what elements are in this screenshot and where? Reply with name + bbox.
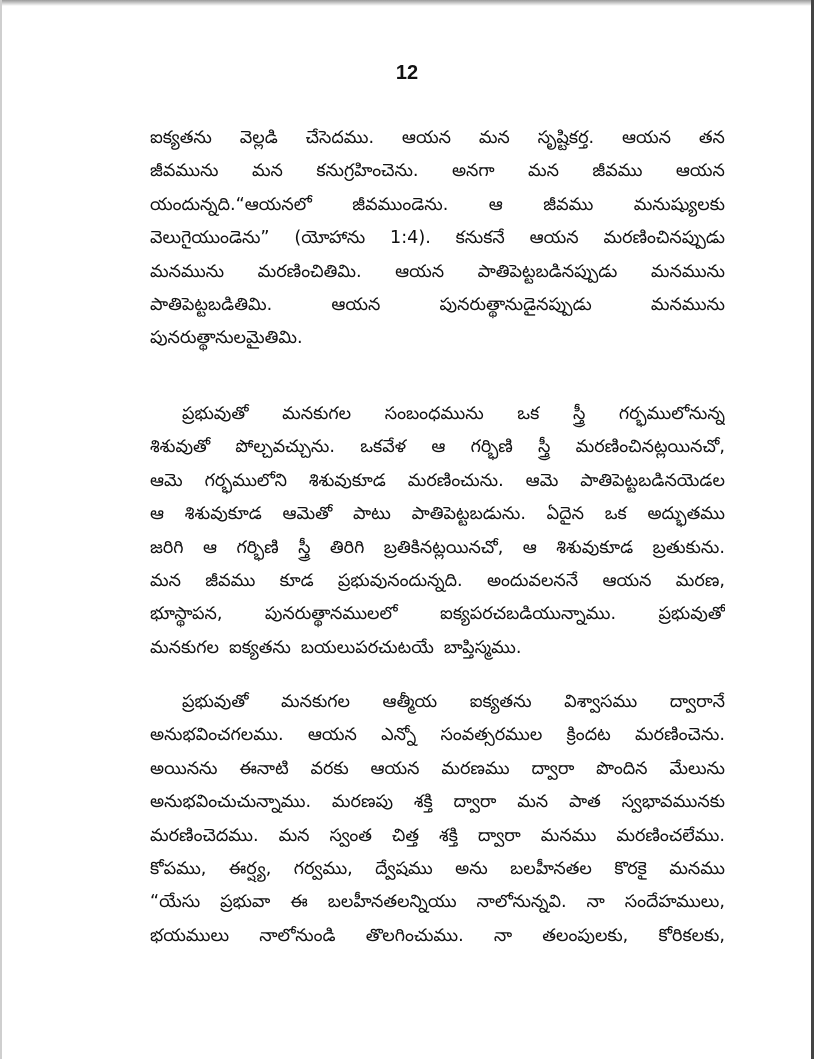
word: గర్భములోనున్న [618, 404, 725, 424]
word: నా [586, 892, 605, 913]
word: మరణించితిమి. [257, 261, 362, 282]
word: (యోహాను [294, 228, 366, 249]
word: అయినను [150, 758, 218, 779]
word: ఏదైన [546, 504, 584, 525]
text-line [150, 189, 725, 222]
word: మరణించెదము. [150, 825, 259, 846]
word: బ్రతుకును. [652, 537, 725, 558]
word: ఆ [203, 537, 218, 558]
word: బలహీనతలన్నియు [327, 892, 457, 913]
word: బాప్తిస్మము. [443, 637, 522, 658]
text-line [150, 465, 725, 498]
word: తిరిగి [329, 537, 365, 558]
scan-left-edge [0, 0, 2, 1059]
word: ప్రభువా [220, 892, 271, 913]
text-line [150, 686, 725, 719]
word: పాతిపెట్టబడినయెడల [580, 470, 725, 491]
word: కోరికలకు, [658, 925, 725, 946]
word: అందువలననే [486, 570, 579, 591]
word: భూస్థాపన, [150, 604, 223, 625]
word: ప్రభువునందున్నది. [337, 570, 463, 591]
word: ఆయన [395, 261, 445, 282]
word: మనుష్యులకు [633, 194, 725, 215]
word: అనగా [451, 161, 495, 182]
word: ఆయన [331, 294, 381, 315]
word: మన [478, 128, 510, 148]
word: నా [493, 925, 513, 946]
word: మన [150, 570, 181, 591]
word: వెల్లడి [239, 128, 278, 148]
word: వెలుగైయుండెను” [150, 228, 270, 249]
word: సంబంధమును [384, 404, 484, 424]
word: మనమును [650, 261, 725, 282]
word: స్త్రీ [298, 537, 311, 558]
word: ఆమె [525, 470, 559, 491]
word: మన [528, 161, 559, 182]
word: సంవత్సరముల [440, 725, 543, 746]
word: స్వభావమునకు [621, 792, 725, 813]
word: ఆమె [150, 470, 183, 491]
word: అనుభవించగలము. [150, 725, 284, 746]
word: పొందిన [596, 758, 648, 779]
word: స్త్రీ [538, 437, 551, 458]
text-line [150, 532, 725, 565]
word: గర్భిణి [236, 537, 279, 558]
word: ప్రభువుతో [658, 604, 725, 625]
word: ప్రభువుతో [182, 692, 249, 712]
word: కూడ [279, 570, 314, 591]
word: ద్వారా [477, 825, 521, 846]
word: ఆయన [602, 570, 652, 591]
word: మేలును [669, 758, 725, 779]
word: జీవమును [150, 161, 219, 182]
word: ప్రభువుతో [182, 404, 249, 424]
text-line [150, 155, 725, 188]
word: పాటు [353, 504, 391, 525]
word: ఆత్మీయ [382, 692, 438, 712]
text-line [150, 565, 725, 598]
word: మనము [540, 825, 597, 846]
word: పాత [568, 792, 601, 813]
paragraph-2 [150, 398, 725, 665]
word: మన [517, 792, 549, 813]
word: శక్తి [439, 825, 458, 846]
text-line [150, 322, 725, 355]
word: ద్వేషము [375, 858, 433, 879]
word: పునరుత్థానములలో [264, 604, 398, 625]
word: మరణించినప్పుడు [603, 228, 725, 249]
word: ఐక్యతను [228, 637, 291, 658]
word: కనుకనే [455, 228, 505, 249]
text-line [150, 886, 725, 919]
word: ఆయన [401, 128, 451, 148]
text-line [150, 719, 725, 752]
word: మన [278, 825, 310, 846]
word: మనము [669, 858, 725, 879]
word: ఈనాటి [239, 758, 289, 779]
word: ఐక్యపరచబడియున్నాము. [440, 604, 617, 625]
word: వరకు [310, 758, 349, 779]
text-line [150, 820, 725, 853]
word: మరణము [441, 758, 510, 779]
word: ఐక్యతను [150, 128, 212, 148]
word: భయములు [150, 925, 230, 946]
word: జీవము [205, 570, 256, 591]
word: ఆమెతో [282, 504, 333, 525]
word: పోల్చవచ్చును. [235, 437, 335, 458]
word: మరణ, [675, 570, 725, 591]
word: మనకుగల [281, 692, 351, 712]
word: పాతిపెట్టబడితిమి. [150, 294, 273, 315]
word: శిశువుతో [150, 437, 211, 458]
text-line [150, 222, 725, 255]
text-line [150, 256, 725, 289]
word: మరణించినట్లయినచో, [575, 437, 725, 458]
word: శక్తి [413, 792, 433, 813]
word: స్త్రీ [572, 404, 586, 424]
word: అనుభవించుచున్నాము. [150, 792, 312, 813]
word: తన [698, 128, 725, 148]
paragraph-3 [150, 686, 725, 953]
word: యందున్నది.“ఆయనలో [150, 194, 312, 215]
word: మనమును [650, 294, 725, 315]
word: మరణించును. [407, 470, 504, 491]
text-line [150, 920, 725, 953]
scan-top-edge [0, 0, 814, 6]
word: శిశువుకూడ [308, 470, 386, 491]
word: ఈర్ష్య, [228, 858, 272, 879]
word: “యేసు [150, 892, 201, 913]
word: ఒక [517, 404, 540, 424]
word: ఐక్యతను [469, 692, 532, 712]
word: ఒక [604, 504, 627, 525]
word: గర్వము, [293, 858, 353, 879]
word: ఈ [290, 892, 308, 913]
word: ఆయన [307, 725, 357, 746]
word: జీవము [543, 194, 594, 215]
word: ద్వారా [531, 758, 575, 779]
word: బ్రతికినట్లయినచో, [383, 537, 504, 558]
word: మరణించెను. [635, 725, 725, 746]
word: పాతిపెట్టబడును. [411, 504, 526, 525]
word: పునరుత్థానుడైనప్పుడు [439, 294, 592, 315]
word: శిశువుకూడ [184, 504, 262, 525]
word: అద్భుతము [647, 504, 725, 525]
text-line [150, 122, 725, 155]
word: పాతిపెట్టబడినప్పుడు [477, 261, 618, 282]
word: మనకుగల [150, 637, 219, 658]
word: ద్వారా [453, 792, 497, 813]
word: ఆ [522, 537, 537, 558]
word: అను [455, 858, 488, 879]
word: మన [251, 161, 283, 182]
word: జరిగి [150, 537, 184, 558]
word: ఆయన [675, 161, 725, 182]
text-line [150, 853, 725, 886]
word: స్వంత [329, 825, 372, 846]
word: కోపము, [150, 858, 207, 879]
word: చేసెదము. [305, 128, 375, 148]
text-line [150, 289, 725, 322]
paragraph-1 [150, 122, 725, 356]
text-line [150, 431, 725, 464]
word: జీవముండెను. [352, 194, 449, 215]
word: బయలుపరచుటయే [300, 637, 434, 658]
word: సందేహములు, [624, 892, 725, 913]
word: శిశువుకూడ [556, 537, 634, 558]
word: మరణించలేము. [616, 825, 725, 846]
word: ఆ [150, 504, 165, 525]
word: కొరకై [614, 858, 647, 879]
text-line [150, 598, 725, 631]
word: చిత్త [391, 825, 420, 846]
word: ఆ [488, 194, 503, 215]
word: నాలోనున్నవి. [476, 892, 567, 913]
text-line [150, 398, 725, 431]
word: కనుగ్రహించెను. [316, 161, 419, 182]
word: గర్భములోని [204, 470, 287, 491]
word: 1:4). [390, 228, 431, 249]
word: మనమును [150, 261, 225, 282]
word: ఆయన [370, 758, 420, 779]
word: ఎన్నో [381, 725, 417, 746]
word: తలంపులకు, [542, 925, 629, 946]
word: బలహీనతల [510, 858, 592, 879]
word: నాలోనుండి [259, 925, 336, 946]
word: మరణపు [331, 792, 394, 813]
word: తొలగించుము. [365, 925, 464, 946]
text-line [150, 632, 725, 665]
page-number: 12 [395, 62, 419, 84]
word: ఒకవేళ [360, 437, 407, 458]
word: విశ్వాసము [564, 692, 638, 712]
text-line [150, 498, 725, 531]
word: గర్భిణి [470, 437, 513, 458]
word: జీవము [592, 161, 643, 182]
text-line [150, 786, 725, 819]
word: సృష్టికర్త. [537, 128, 595, 148]
word: ద్వారానే [669, 692, 725, 712]
word: మనకుగల [282, 404, 352, 424]
word: పునరుత్థానులమైతిమి. [150, 328, 303, 349]
word: ఆ [431, 437, 446, 458]
text-line [150, 753, 725, 786]
word: క్రిందట [566, 725, 611, 746]
word: ఆయన [621, 128, 671, 148]
word: ఆయన [529, 228, 579, 249]
